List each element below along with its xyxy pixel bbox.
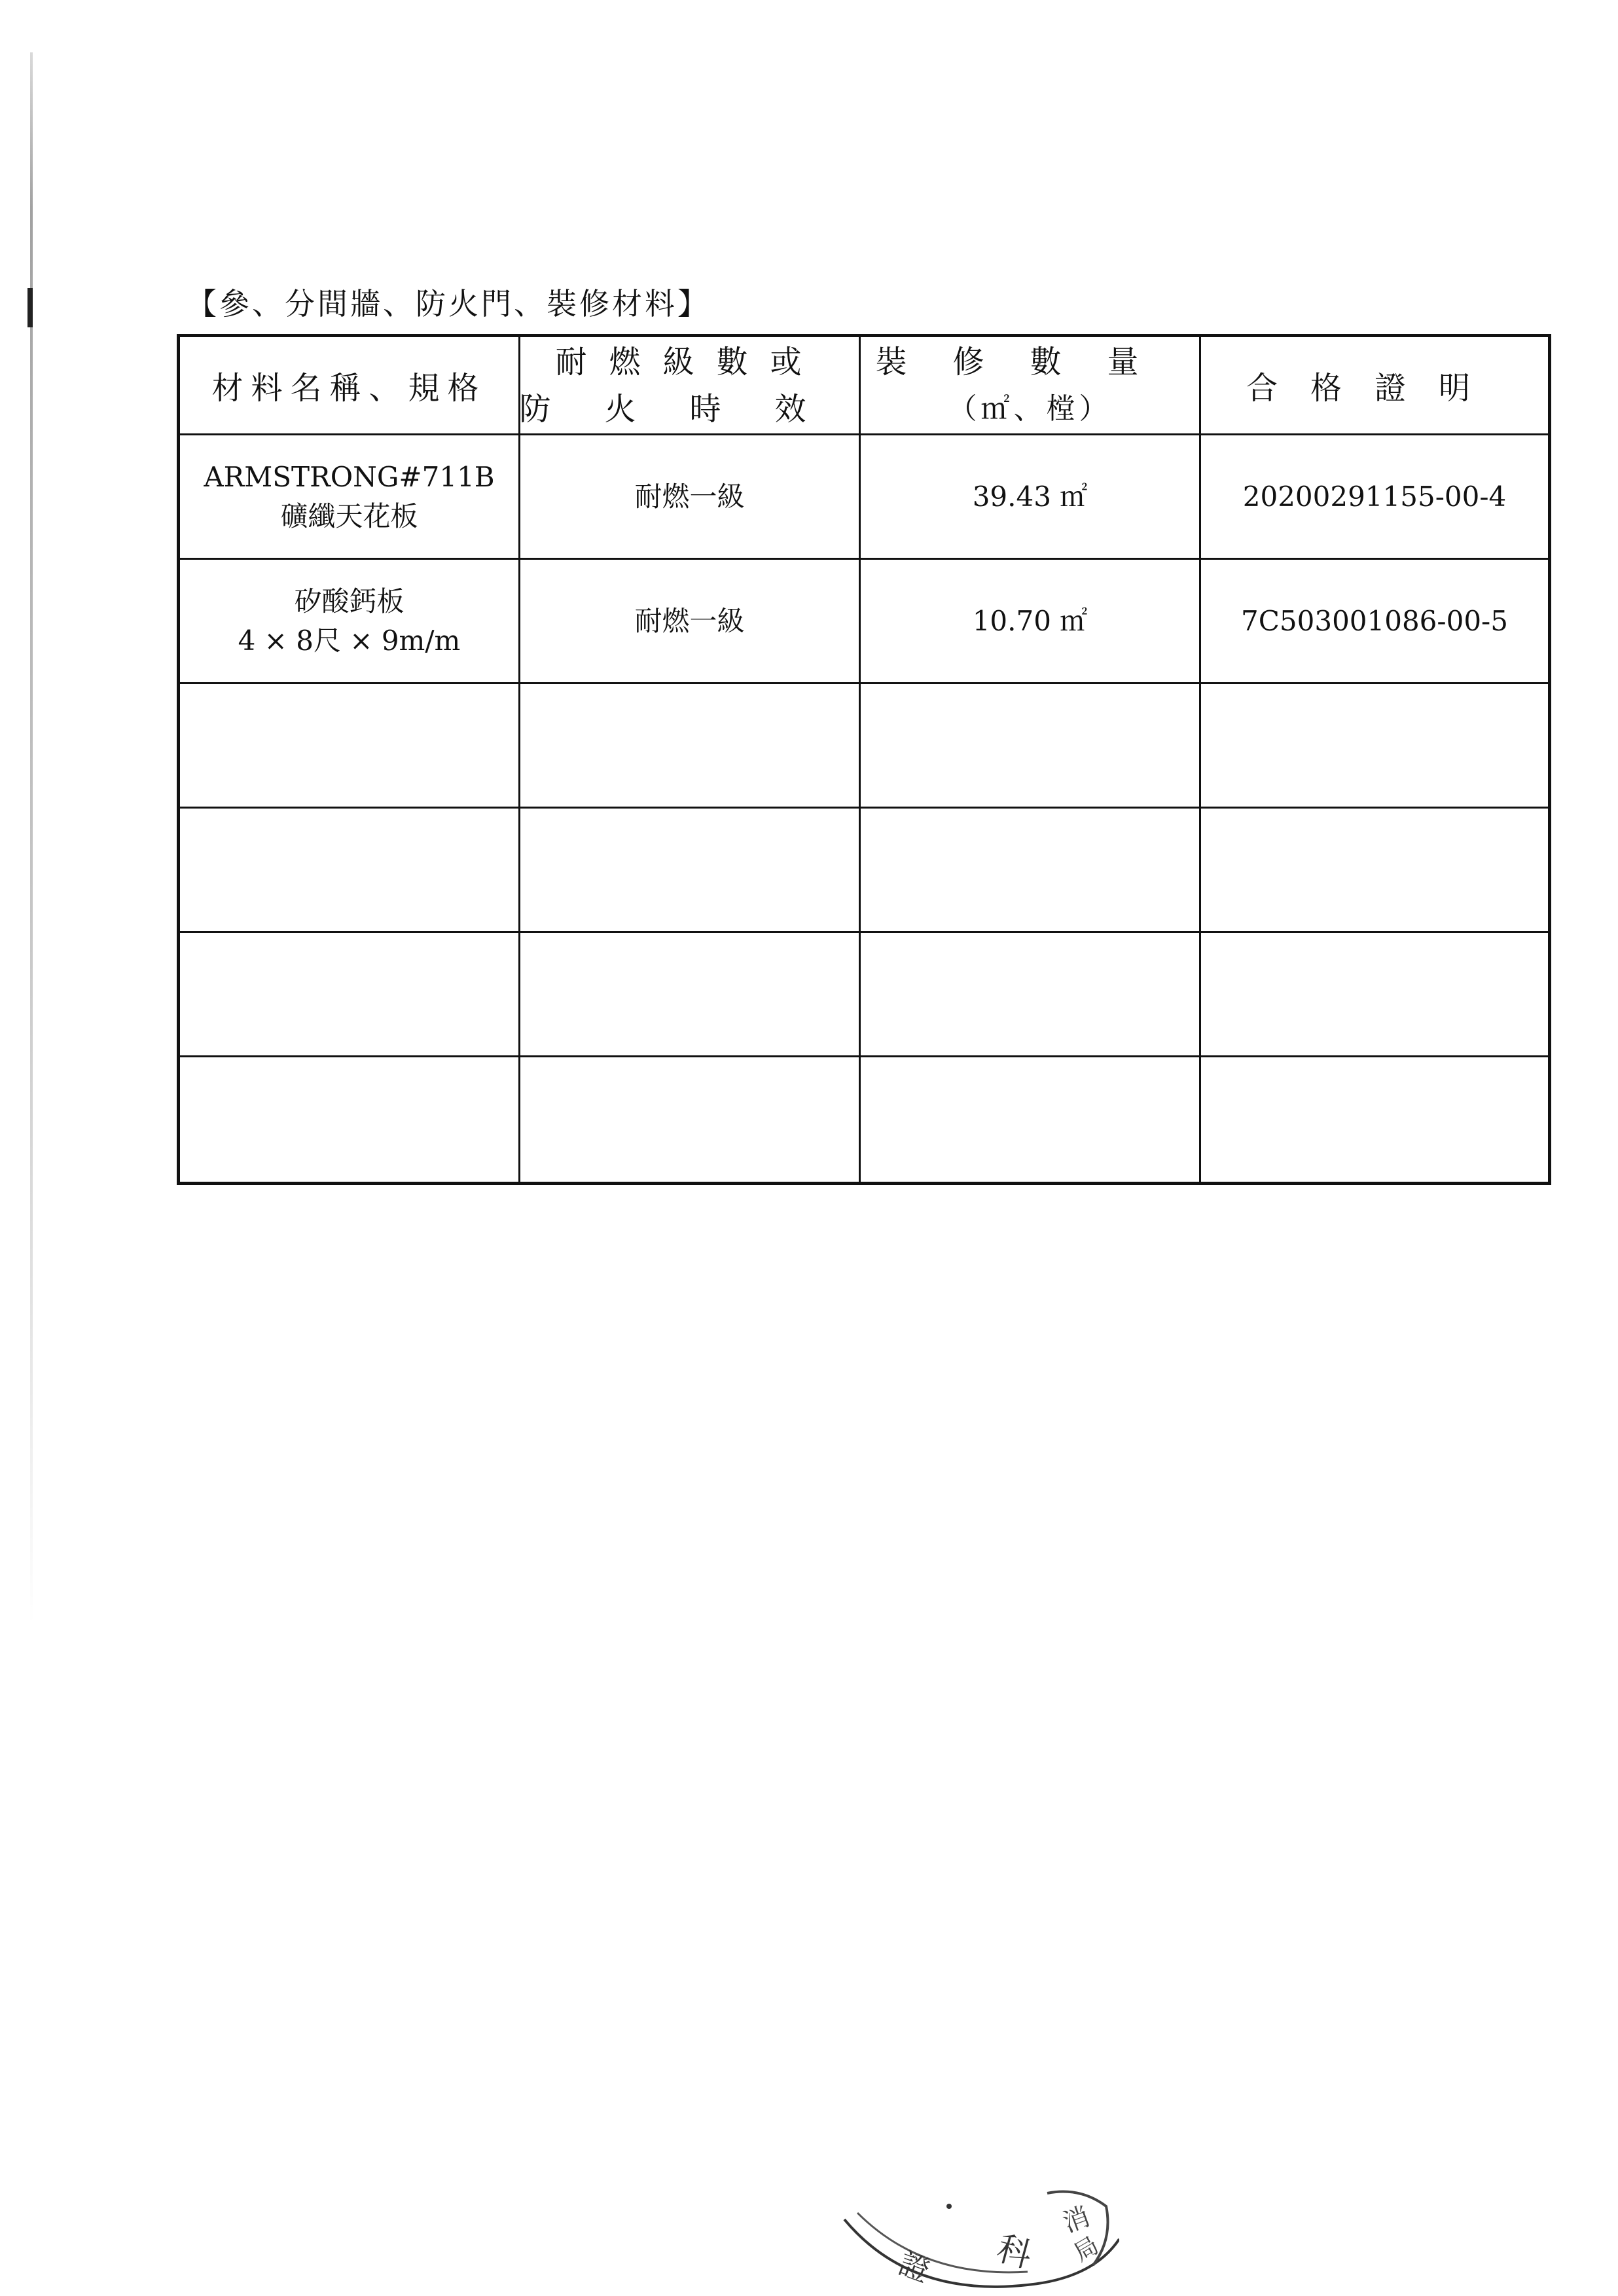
table-cell-certificate <box>1201 684 1548 809</box>
table-cell-quantity <box>861 435 1201 560</box>
fire-rating-value: 耐燃一級 <box>634 480 745 513</box>
table-cell-quantity <box>861 1057 1201 1182</box>
table-cell-fire-rating <box>520 684 861 809</box>
header-material <box>180 337 520 435</box>
table-cell-quantity <box>861 933 1201 1057</box>
header-certificate <box>1201 337 1548 435</box>
table-cell-material <box>180 560 520 684</box>
svg-text:局: 局 <box>1070 2232 1104 2267</box>
table-cell-fire-rating <box>520 435 861 560</box>
header-quantity-line1: 裝修數量 <box>875 343 1185 380</box>
table-cell-quantity <box>861 684 1201 809</box>
table-cell-material <box>180 809 520 933</box>
table-cell-fire-rating <box>520 809 861 933</box>
materials-table <box>177 334 1551 1185</box>
section-title: 【參、分間牆、防火門、裝修材料】 <box>187 286 710 321</box>
quantity-value: 10.70 ㎡ <box>972 604 1088 637</box>
material-spec: 礦纖天花板 <box>280 500 418 532</box>
table-cell-material <box>180 684 520 809</box>
table-cell-quantity <box>861 809 1201 933</box>
table-cell-fire-rating <box>520 560 861 684</box>
material-name: 矽酸鈣板 <box>294 585 404 617</box>
table-cell-material <box>180 435 520 560</box>
table-cell-material <box>180 933 520 1057</box>
svg-text:消: 消 <box>1058 2201 1094 2239</box>
header-quantity <box>861 337 1201 435</box>
header-material-label: 材料名稱、規格 <box>211 370 487 407</box>
quantity-value: 39.43 ㎡ <box>972 480 1088 513</box>
fire-rating-value: 耐燃一級 <box>634 604 745 637</box>
table-cell-certificate <box>1201 933 1548 1057</box>
material-spec: 4 × 8尺 × 9m/m <box>238 624 461 657</box>
certificate-value: 20200291155-00-4 <box>1242 480 1507 513</box>
table-cell-quantity <box>861 560 1201 684</box>
header-quantity-line2: （㎡、樘） <box>948 392 1112 426</box>
material-name: ARMSTRONG#711B <box>204 460 495 493</box>
stamp-seal-icon <box>831 2180 1119 2296</box>
scan-binding-mark <box>27 288 33 327</box>
table-cell-certificate <box>1201 1057 1548 1182</box>
svg-text:科: 科 <box>992 2229 1036 2276</box>
header-fire-rating <box>520 337 861 435</box>
table-cell-certificate <box>1201 809 1548 933</box>
official-stamp <box>831 2180 1119 2296</box>
table-cell-certificate <box>1201 435 1548 560</box>
header-certificate-label: 合格證明 <box>1246 370 1503 407</box>
table-cell-fire-rating <box>520 933 861 1057</box>
table-cell-material <box>180 1057 520 1182</box>
svg-text:證: 證 <box>894 2245 935 2289</box>
header-fire-rating-line1: 耐燃級數或 <box>555 343 824 380</box>
certificate-value: 7C503001086-00-5 <box>1241 604 1508 637</box>
table-cell-certificate <box>1201 560 1548 684</box>
table-cell-fire-rating <box>520 1057 861 1182</box>
header-fire-rating-line2: 防火時效 <box>519 390 860 428</box>
